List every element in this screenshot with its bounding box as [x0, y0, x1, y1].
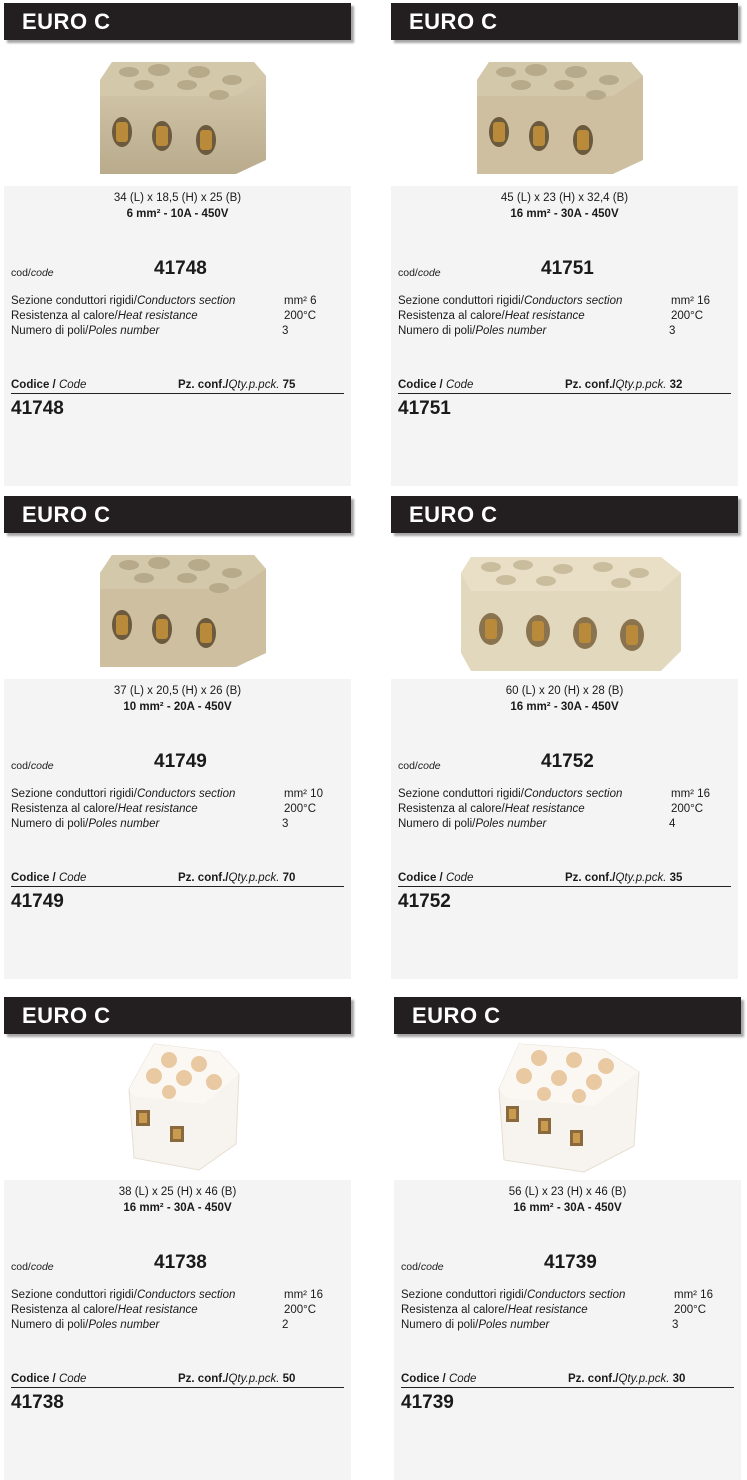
spec-row-heat: Resistenza al calore/Heat resistance: [11, 310, 198, 322]
spec-row-conductors: Sezione conduttori rigidi/Conductors section: [11, 788, 236, 800]
order-table-header: Codice / Code Pz. conf./Qty.p.pck. 75: [11, 379, 344, 394]
order-table-header: Codice / Code Pz. conf./Qty.p.pck. 35: [398, 872, 731, 887]
spec-value: 200°C: [284, 1304, 317, 1316]
spec-value: 200°C: [671, 803, 704, 815]
spec-row-conductors: Sezione conduttori rigidi/Conductors section: [11, 1289, 236, 1301]
product-card: [4, 994, 351, 1480]
product-details: [4, 186, 351, 486]
product-code: 41748: [154, 258, 207, 279]
product-title: EURO C: [412, 1003, 501, 1028]
cod-label: cod/code: [11, 760, 54, 772]
spec-value: 200°C: [671, 310, 704, 322]
product-image: [4, 1034, 351, 1180]
spec-row-conductors: Sezione conduttori rigidi/Conductors section: [401, 1289, 626, 1301]
spec-row-poles: Numero di poli/Poles number: [401, 1319, 550, 1331]
cod-label: cod/code: [398, 760, 441, 772]
dimensions: 37 (L) x 20,5 (H) x 26 (B): [113, 685, 242, 697]
spec-value: 3: [669, 325, 676, 337]
cod-label: cod/code: [398, 267, 441, 279]
order-table-header: Codice / Code Pz. conf./Qty.p.pck. 50: [11, 1373, 344, 1388]
product-details: [4, 679, 351, 979]
product-title-banner: [4, 997, 351, 1034]
product-image: [4, 40, 351, 186]
spec-row-heat: Resistenza al calore/Heat resistance: [401, 1304, 588, 1316]
product-image: [391, 533, 738, 679]
electrical-spec: 16 mm² - 30A - 450V: [513, 1202, 622, 1214]
spec-value: mm² 16: [284, 1289, 323, 1301]
ceramic-terminal-block-3-pole-icon: [4, 40, 351, 186]
spec-row-heat: Resistenza al calore/Heat resistance: [11, 803, 198, 815]
spec-row-conductors: Sezione conduttori rigidi/Conductors section: [398, 788, 623, 800]
white-porcelain-terminal-2-pole-icon: [4, 1034, 351, 1180]
spec-row-poles: Numero di poli/Poles number: [398, 325, 547, 337]
product-details: [391, 679, 738, 979]
spec-value: 3: [672, 1319, 679, 1331]
spec-row-heat: Resistenza al calore/Heat resistance: [398, 310, 585, 322]
white-porcelain-terminal-3-pole-icon: [394, 1034, 741, 1180]
product-card: [4, 493, 351, 979]
product-title-banner: [394, 997, 741, 1034]
product-title-banner: [4, 496, 351, 533]
order-table-header: Codice / Code Pz. conf./Qty.p.pck. 70: [11, 872, 344, 887]
ceramic-terminal-block-3-pole-icon: [4, 533, 351, 679]
product-image: [394, 1034, 741, 1180]
electrical-spec: 16 mm² - 30A - 450V: [510, 208, 619, 220]
spec-row-heat: Resistenza al calore/Heat resistance: [11, 1304, 198, 1316]
spec-value: 200°C: [284, 803, 317, 815]
cod-label: cod/code: [11, 1261, 54, 1273]
dimensions: 34 (L) x 18,5 (H) x 25 (B): [113, 192, 242, 204]
dimensions: 56 (L) x 23 (H) x 46 (B): [508, 1186, 627, 1198]
product-title: EURO C: [22, 9, 111, 34]
ceramic-terminal-block-3-pole-icon: [391, 40, 738, 186]
product-code: 41752: [541, 751, 594, 772]
electrical-spec: 6 mm² - 10A - 450V: [126, 208, 229, 220]
product-details: [4, 1180, 351, 1480]
dimensions: 45 (L) x 23 (H) x 32,4 (B): [500, 192, 629, 204]
dimensions: 38 (L) x 25 (H) x 46 (B): [118, 1186, 237, 1198]
spec-row-poles: Numero di poli/Poles number: [11, 325, 160, 337]
product-title: EURO C: [409, 9, 498, 34]
product-title-banner: [4, 3, 351, 40]
spec-row-poles: Numero di poli/Poles number: [11, 1319, 160, 1331]
order-code: 41738: [11, 1392, 64, 1413]
spec-row-poles: Numero di poli/Poles number: [11, 818, 160, 830]
product-card: [391, 0, 738, 486]
cod-label: cod/code: [401, 1261, 444, 1273]
spec-value: 3: [282, 818, 289, 830]
product-title: EURO C: [22, 1003, 111, 1028]
spec-row-conductors: Sezione conduttori rigidi/Conductors section: [11, 295, 236, 307]
cod-label: cod/code: [11, 267, 54, 279]
product-title: EURO C: [409, 502, 498, 527]
product-image: [391, 40, 738, 186]
product-title: EURO C: [22, 502, 111, 527]
order-code: 41749: [11, 891, 64, 912]
order-code: 41751: [398, 398, 451, 419]
product-title-banner: [391, 3, 738, 40]
product-title-banner: [391, 496, 738, 533]
ceramic-terminal-block-4-pole-icon: [391, 533, 738, 679]
spec-value: 200°C: [674, 1304, 707, 1316]
order-code: 41752: [398, 891, 451, 912]
order-table-header: Codice / Code Pz. conf./Qty.p.pck. 32: [398, 379, 731, 394]
spec-value: mm² 16: [671, 788, 710, 800]
spec-value: mm² 6: [284, 295, 317, 307]
spec-value: mm² 16: [674, 1289, 713, 1301]
order-code: 41739: [401, 1392, 454, 1413]
spec-value: 200°C: [284, 310, 317, 322]
order-code: 41748: [11, 398, 64, 419]
spec-value: mm² 16: [671, 295, 710, 307]
product-code: 41739: [544, 1252, 597, 1273]
product-details: [391, 186, 738, 486]
spec-row-conductors: Sezione conduttori rigidi/Conductors section: [398, 295, 623, 307]
product-code: 41751: [541, 258, 594, 279]
dimensions: 60 (L) x 20 (H) x 28 (B): [505, 685, 624, 697]
product-details: [394, 1180, 741, 1480]
spec-value: mm² 10: [284, 788, 323, 800]
product-card: [4, 0, 351, 486]
spec-row-poles: Numero di poli/Poles number: [398, 818, 547, 830]
product-image: [4, 533, 351, 679]
product-card: [394, 994, 741, 1480]
spec-value: 4: [669, 818, 676, 830]
product-card: [391, 493, 738, 979]
product-code: 41749: [154, 751, 207, 772]
spec-row-heat: Resistenza al calore/Heat resistance: [398, 803, 585, 815]
electrical-spec: 10 mm² - 20A - 450V: [123, 701, 232, 713]
spec-value: 3: [282, 325, 289, 337]
electrical-spec: 16 mm² - 30A - 450V: [123, 1202, 232, 1214]
product-code: 41738: [154, 1252, 207, 1273]
electrical-spec: 16 mm² - 30A - 450V: [510, 701, 619, 713]
order-table-header: Codice / Code Pz. conf./Qty.p.pck. 30: [401, 1373, 734, 1388]
spec-value: 2: [282, 1319, 289, 1331]
